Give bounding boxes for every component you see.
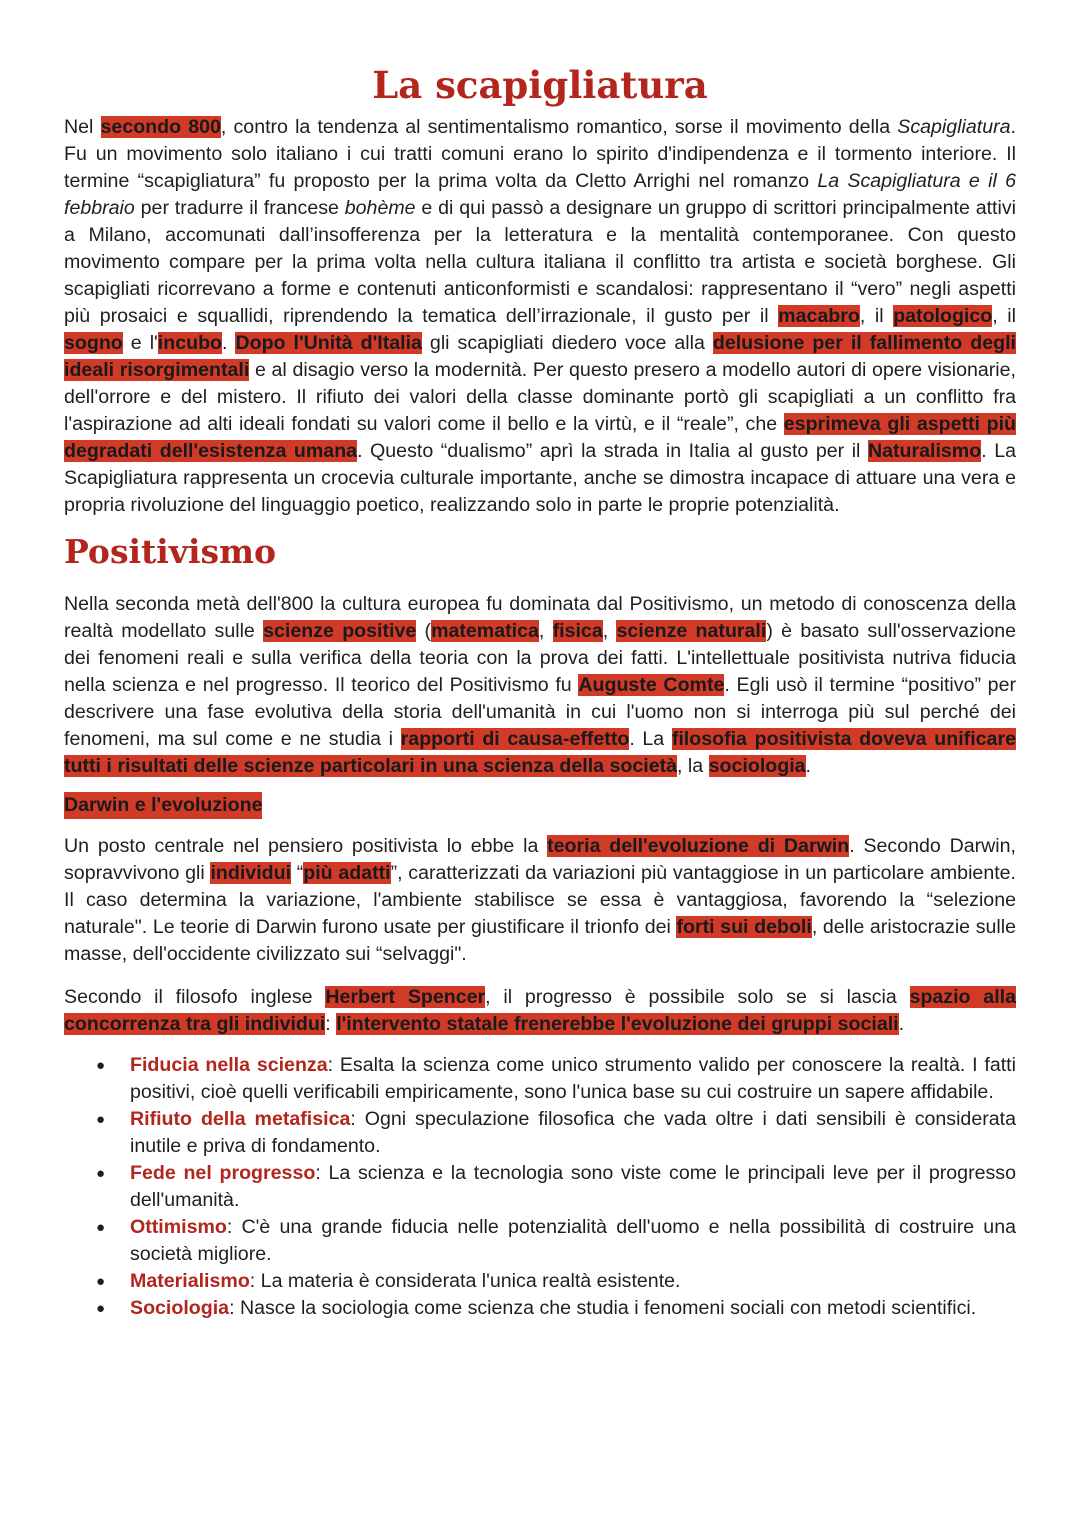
text-run: gli scapigliati diedero voce alla — [421, 332, 713, 354]
list-item — [130, 1295, 1016, 1322]
text-run: . — [222, 332, 236, 354]
list-item — [130, 1106, 1016, 1160]
text-run: ( — [416, 620, 432, 642]
text-run: , il progresso è possibile solo se si lascia — [485, 986, 910, 1008]
highlighted-text: rapporti di causa-effetto — [400, 728, 630, 750]
list-item-term: Fiducia nella scienza — [130, 1054, 328, 1076]
highlighted-text: filosofia positivista doveva unificare tutti i risultati delle scienze particolari in una scienza della società — [64, 728, 1016, 777]
list-item-text: : La scienza e la tecnologia sono viste come le principali leve per il progresso dell'umanità. — [130, 1162, 1016, 1211]
positivismo-heading: Positivismo — [64, 532, 277, 571]
text-run: . Fu un movimento solo italiano i cui tratti comuni erano lo spirito d'indipendenza e il tormento interiore. Il termine “scapigliatura” fu proposto per la prima volta da Cletto Arrighi nel romanzo — [64, 116, 1016, 192]
highlighted-text: spazio alla concorrenza tra gli individui — [64, 986, 1016, 1035]
text-run: . La — [629, 728, 672, 750]
document-page — [64, 62, 1016, 1322]
text-run: , contro la tendenza al sentimentalismo romantico, sorse il movimento della — [220, 116, 898, 138]
text-run: : — [325, 1013, 337, 1035]
text-run: Secondo il filosofo inglese — [64, 986, 326, 1008]
text-run: e di qui passò a designare un gruppo di scrittori principalmente attivi a Milano, accomunati dall’insofferenza per la letteratura e la mentalità contemporanee. Con questo movimento compare per la prima volta nella cultura italiana il conflitto tra artista e società borghese. Gli scapigliati ricorrevano a forme e contenuti anticonformisti e scandalosi: rappresentano il “vero” negli aspetti più prosaici e squallidi, riprendendo la tematica dell’irrazionale, il gusto per il — [64, 197, 1016, 327]
text-run: , — [602, 620, 617, 642]
text-run: ”, caratterizzati da variazioni più vantaggiose in un particolare ambiente. Il caso determina la variazione, l'ambiente stabilisce se essa è vantaggiosa, favorendo la “selezione naturale". Le teorie di Darwin furono usate per giustificare il trionfo dei — [64, 862, 1016, 938]
list-item-text: : La materia è considerata l'unica realtà esistente. — [249, 1270, 681, 1292]
list-item-text: : C'è una grande fiducia nelle potenzialità dell'uomo e nella possibilità di costruire una società migliore. — [130, 1216, 1016, 1265]
text-run: e al disagio verso la modernità. Per questo presero a modello autori di opere visionarie, dell'orrore e del mistero. Il rifiuto dei valori della classe dominante portò gli scapigliati a un conflitto fra l'aspirazione ad alti ideali fondati su valori come il bello e la virtù, e il “reale”, che — [64, 359, 1016, 435]
darwin-subheading: Darwin e l'evoluzione — [64, 792, 262, 819]
list-item — [130, 1214, 1016, 1268]
highlighted-text: sogno — [64, 332, 123, 354]
highlighted-text: sociologia — [708, 755, 806, 777]
highlighted-text: matematica — [431, 620, 539, 642]
text-run: , — [538, 620, 553, 642]
highlighted-text: Naturalismo — [867, 440, 982, 462]
text-run: . — [898, 1013, 905, 1035]
highlighted-text: esprimeva gli aspetti più degradati dell'esistenza umana — [64, 413, 1016, 462]
text-run: Nella seconda metà dell'800 la cultura europea fu dominata dal Positivismo, un metodo di conoscenza della realtà modellato sulle — [64, 593, 1016, 642]
list-item-term: Rifiuto della metafisica — [130, 1108, 351, 1130]
text-run: . La Scapigliatura rappresenta un crocevia culturale importante, anche se dimostra incapace di attuare una vera e propria rivoluzione del linguaggio poetico, realizzando solo in parte le proprie potenzialità. — [64, 440, 1016, 516]
highlighted-text: fisica — [552, 620, 603, 642]
highlighted-text: Dopo l'Unità d'Italia — [235, 332, 422, 354]
list-item — [130, 1160, 1016, 1214]
text-run: , il — [859, 305, 894, 327]
italic-text: bohème — [344, 197, 416, 219]
positivismo-paragraph — [64, 591, 1016, 780]
darwin-paragraph — [64, 833, 1016, 968]
list-item-term: Ottimismo — [130, 1216, 227, 1238]
spencer-paragraph — [64, 984, 1016, 1038]
list-item-text: : Nasce la sociologia come scienza che studia i fenomeni sociali con metodi scientifici. — [229, 1297, 977, 1319]
list-item-term: Materialismo — [130, 1270, 250, 1292]
highlighted-text: scienze positive — [263, 620, 417, 642]
highlighted-text: teoria dell'evoluzione di Darwin — [547, 835, 850, 857]
text-run: , il — [992, 305, 1016, 327]
highlighted-text: l'intervento statale frenerebbe l'evoluzione dei gruppi sociali — [336, 1013, 899, 1035]
highlighted-text: macabro — [778, 305, 860, 327]
italic-text: La Scapigliatura e il 6 febbraio — [64, 170, 1016, 219]
list-item — [130, 1268, 1016, 1295]
list-item-term: Fede nel progresso — [130, 1162, 316, 1184]
text-run: . Questo “dualismo” aprì la strada in Italia al gusto per il — [357, 440, 868, 462]
highlighted-text: delusione per il fallimento degli ideali risorgimentali — [64, 332, 1016, 381]
highlighted-text: Herbert Spencer — [325, 986, 486, 1008]
text-run: ) è basato sull'osservazione dei fenomeni reali e sulla verifica della teoria con la prova dei fatti. L'intellettuale positivista nutriva fiducia nella scienza e nel progresso. Il teorico del Positivismo fu — [64, 620, 1017, 696]
highlighted-text: secondo 800 — [100, 116, 221, 138]
text-run: . Secondo Darwin, sopravvivono gli — [64, 835, 1016, 884]
italic-text: Scapigliatura — [897, 116, 1011, 138]
text-run: , la — [677, 755, 709, 777]
highlighted-text: Auguste Comte — [578, 674, 725, 696]
text-run: Nel — [64, 116, 101, 138]
text-run: e l' — [122, 332, 158, 354]
text-run: . — [805, 755, 811, 777]
list-item-text: : Ogni speculazione filosofica che vada oltre i dati sensibili è considerata inutile e priva di fondamento. — [130, 1108, 1016, 1157]
positivismo-features-list — [64, 1052, 1016, 1322]
page-title: La scapigliatura — [372, 63, 708, 107]
text-run: Un posto centrale nel pensiero positivista lo ebbe la — [64, 835, 548, 857]
highlighted-text: incubo — [157, 332, 223, 354]
highlighted-text: individui — [210, 862, 292, 884]
text-run: per tradurre il francese — [134, 197, 345, 219]
text-run: . Egli usò il termine “positivo” per descrivere una fase evolutiva della storia dell'umanità in cui l'uomo non si interroga più sul perché dei fenomeni, ma sul come e ne studia i — [64, 674, 1016, 750]
text-run: “ — [291, 862, 304, 884]
text-run: , delle aristocrazie sulle masse, dell'occidente civilizzato sui “selvaggi". — [64, 916, 1016, 965]
list-item-text: : Esalta la scienza come unico strumento valido per conoscere la realtà. I fatti positivi, cioè quelli verificabili empiricamente, sono l'unica base su cui costruire un sapere affidabile. — [130, 1054, 1016, 1103]
highlighted-text: patologico — [893, 305, 993, 327]
list-item — [130, 1052, 1016, 1106]
scapigliatura-paragraph — [64, 114, 1016, 519]
list-item-term: Sociologia — [130, 1297, 230, 1319]
highlighted-text: più adatti — [303, 862, 391, 884]
highlighted-text: scienze naturali — [616, 620, 767, 642]
highlighted-text: forti sui deboli — [676, 916, 812, 938]
